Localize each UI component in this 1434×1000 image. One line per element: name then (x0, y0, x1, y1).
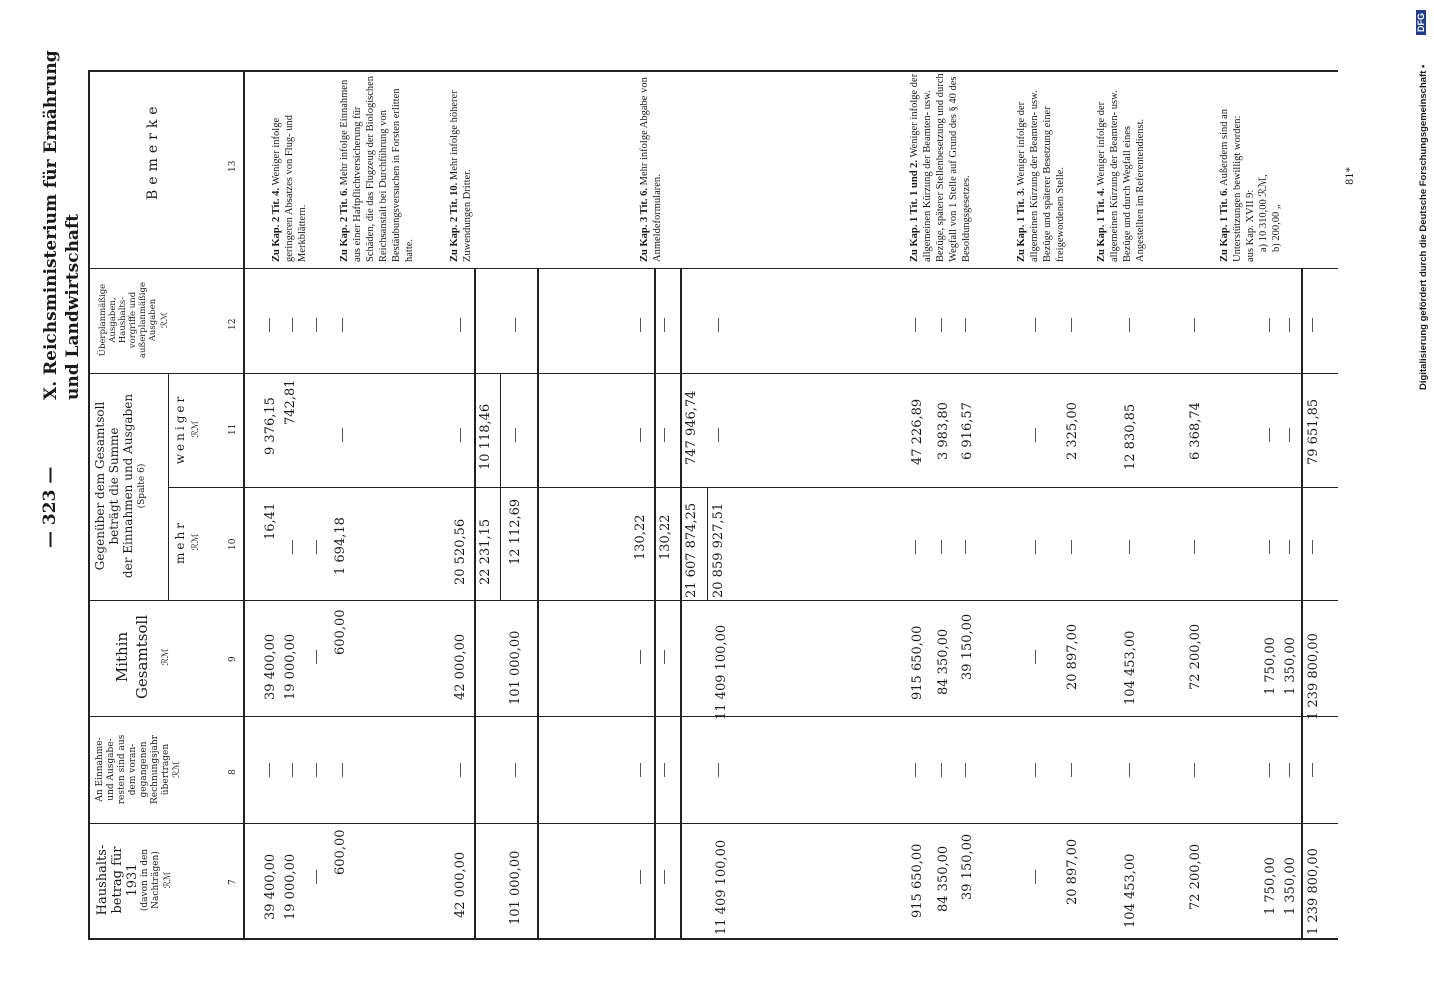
dash (1269, 540, 1270, 554)
dash (1269, 763, 1270, 777)
r13-c9: 84 350,00 (936, 628, 951, 695)
page-number: — 323 — (40, 466, 60, 548)
dash (965, 763, 966, 777)
remark-1: Zu Kap. 2 Tit. 4. Weniger infolge geringeren Absatzes von Flug- und Merkblättern. (271, 115, 308, 262)
r21-c11: 79 651,85 (1306, 398, 1321, 465)
col7-number: 7 (228, 879, 238, 885)
col10-header: mehr ℛℳ (173, 520, 201, 564)
r21-c7: 1 239 800,00 (1306, 848, 1321, 935)
r5-c9: 42 000,00 (453, 633, 468, 700)
dash (1035, 763, 1036, 777)
remark-4: Zu Kap. 3 Tit. 6. Mehr infolge Abgabe von Anmeldeformularen. (639, 77, 663, 262)
col-sep-8-9 (88, 716, 1338, 717)
r11-c10: 20 859 927,51 (711, 502, 726, 598)
r2-c7: 19 000,00 (283, 853, 298, 920)
dash (316, 650, 317, 664)
header-bottom-rule (243, 70, 245, 940)
dash (342, 428, 343, 442)
table-left-rule (88, 70, 90, 940)
dash (640, 428, 641, 442)
r13-c7: 84 350,00 (936, 845, 951, 912)
dash (515, 763, 516, 777)
dash (941, 540, 942, 554)
r1-c7: 39 400,00 (263, 853, 278, 920)
group-divider (168, 373, 169, 600)
col7-header: Haushalts- betrag für 1931 (davon in den Nachträgen) ℛℳ (95, 844, 173, 916)
col8-header: An Einnahme- und Ausgabe- resten sind aus dem voran- gegangenen Rechnungsjahr übertragen ℛℳ (95, 734, 182, 805)
footer-mark: 81* (1345, 167, 1356, 185)
r9-c10: 130,22 (658, 514, 673, 560)
r7-c7: 101 000,00 (508, 850, 523, 925)
dash (292, 318, 293, 332)
r14-c9: 39 150,00 (960, 613, 975, 680)
r1-c9: 39 400,00 (263, 633, 278, 700)
remark-8: Zu Kap. 1 Tit. 6. Außerdem sind an Unterstützungen bewilligt worden: aus Kap. XVII 9: a) 10 310,00 ℛℳ, b) 200,00 „ (1219, 108, 1282, 262)
r7-c10: 12 112,69 (508, 498, 523, 565)
r11-c7: 11 409 100,00 (714, 839, 729, 935)
dash (1289, 540, 1290, 554)
dash (664, 763, 665, 777)
r12-c7: 915 650,00 (910, 843, 925, 918)
dash (664, 318, 665, 332)
col12-number: 12 (228, 318, 238, 330)
dash (1194, 540, 1195, 554)
dash (718, 763, 719, 777)
r20-c9: 1 350,00 (1283, 637, 1298, 695)
dash (342, 763, 343, 777)
dash (664, 870, 665, 884)
dash (640, 870, 641, 884)
dash (460, 763, 461, 777)
block-sep-4 (654, 268, 656, 938)
r16-c9: 20 897,00 (1065, 623, 1080, 690)
col-sep-11-12 (88, 373, 1338, 374)
dash (640, 650, 641, 664)
r17-c9: 104 453,00 (1123, 630, 1138, 705)
dash (965, 540, 966, 554)
dash (640, 318, 641, 332)
dash (915, 763, 916, 777)
r20-c7: 1 350,00 (1283, 857, 1298, 915)
col11-number: 11 (228, 423, 238, 435)
dfg-logo: DFG (1416, 10, 1426, 35)
r17-c7: 104 453,00 (1123, 853, 1138, 928)
dash (515, 318, 516, 332)
digitization-credit: Digitalisierung gefördert durch die Deutsche Forschungsgemeinschaft • (1418, 64, 1429, 390)
r6-c11: 10 118,46 (478, 403, 493, 470)
dash (269, 763, 270, 777)
dash (1035, 540, 1036, 554)
dash (342, 318, 343, 332)
dash (1129, 318, 1130, 332)
dash (1035, 870, 1036, 884)
remark-5: Zu Kap. 1 Tit. 1 und 2. Weniger infolge der allgemeinen Kürzung der Beamten- usw. Bezüge, späterer Stellenbesetzung und durch Wegfall von 1 Stelle auf Grund des § 40 des Besoldungsgesetzes. (909, 73, 972, 262)
dash (1035, 428, 1036, 442)
col-sep-9-10 (88, 600, 1338, 601)
r16-c11: 2 325,00 (1065, 402, 1080, 460)
r7-c9: 101 000,00 (508, 630, 523, 705)
dash (664, 428, 665, 442)
dash (316, 540, 317, 554)
dash (1194, 763, 1195, 777)
r14-c11: 6 916,57 (960, 402, 975, 460)
dash (1071, 318, 1072, 332)
remark-6: Zu Kap. 1 Tit. 3. Weniger infolge der allgemeinen Kürzung der Beamten- usw. Bezüge und späterer Besetzung einer freigewordenen Stelle. (1016, 90, 1066, 262)
r1-c10: 16,41 (263, 502, 278, 540)
r21-c9: 1 239 800,00 (1306, 633, 1321, 720)
dash (915, 540, 916, 554)
col11-header: weniger ℛℳ (173, 393, 201, 465)
col9-number: 9 (228, 656, 238, 662)
r4-c10: 1 694,18 (333, 517, 348, 575)
block-sep-3 (537, 268, 539, 938)
r4-c9: 600,00 (333, 609, 348, 655)
block-sep-2 (500, 373, 501, 600)
dash (718, 428, 719, 442)
r19-c9: 1 750,00 (1263, 637, 1278, 695)
r10-c10: 21 607 874,25 (684, 502, 699, 598)
remark-2: Zu Kap. 2 Tit. 6. Mehr infolge Einnahmen aus einer Haftpflichtversicherung für Schäden, die das Flugzeug der Biologischen Reichsanstalt bei Durchführung von Bestäubungsversuchen in Forsten erlitten hatte. (339, 75, 415, 262)
r2-c11: 742,81 (283, 379, 298, 425)
r16-c7: 20 897,00 (1065, 838, 1080, 905)
dash (1312, 540, 1313, 554)
r14-c7: 39 150,00 (960, 833, 975, 900)
dash (941, 763, 942, 777)
dash (515, 428, 516, 442)
dash (460, 318, 461, 332)
ministry-title: X. Reichsministerium für Ernährung und Landwirtschaft (41, 50, 83, 400)
block-sep-1 (474, 268, 476, 938)
r12-c11: 47 226,89 (910, 398, 925, 465)
r17-c11: 12 830,85 (1123, 403, 1138, 470)
dash (1289, 428, 1290, 442)
dash (941, 318, 942, 332)
r18-c11: 6 368,74 (1188, 402, 1203, 460)
remark-7: Zu Kap. 1 Tit. 4. Weniger infolge der allgemeinen Kürzung der Beamten- usw. Bezüge und durch Wegfall eines Angestellten im Referentendienst. (1096, 90, 1146, 262)
r18-c7: 72 200,00 (1188, 843, 1203, 910)
r8-c10: 130,22 (633, 514, 648, 560)
group-header: Gegenüber dem Gesamtsoll beträgt die Summe der Einnahmen und Ausgaben (Spalte 6) (93, 393, 147, 579)
dash (316, 763, 317, 777)
block-sep-7 (1301, 268, 1303, 938)
dash (316, 870, 317, 884)
dash (1035, 318, 1036, 332)
block-sep-6 (707, 487, 708, 600)
r10-c11: 747 946,74 (684, 390, 699, 465)
dash (1289, 763, 1290, 777)
dash (1194, 318, 1195, 332)
dash (316, 318, 317, 332)
dash (664, 650, 665, 664)
dash (1035, 650, 1036, 664)
r6-c10: 22 231,15 (478, 518, 493, 585)
r1-c11: 9 376,15 (263, 397, 278, 455)
dash (1269, 318, 1270, 332)
col-sep-10-11 (168, 487, 1338, 488)
r5-c10: 20 520,56 (453, 518, 468, 585)
col8-number: 8 (228, 769, 238, 775)
dash (718, 318, 719, 332)
block-sep-5 (680, 268, 682, 938)
dash (1129, 763, 1130, 777)
dash (1071, 763, 1072, 777)
r18-c9: 72 200,00 (1188, 623, 1203, 690)
dash (292, 763, 293, 777)
dash (915, 318, 916, 332)
col-sep-12-13 (88, 268, 1338, 269)
col13-number: 13 (228, 160, 238, 172)
col-sep-7-8 (88, 823, 1338, 824)
r13-c11: 3 983,80 (936, 402, 951, 460)
dash (292, 540, 293, 554)
r11-c9: 11 409 100,00 (714, 624, 729, 720)
table-bottom-rule (88, 938, 1338, 940)
remark-3: Zu Kap. 2 Tit. 10. Mehr infolge höherer Zuwendungen Dritter. (449, 90, 473, 262)
dash (965, 318, 966, 332)
dash (640, 763, 641, 777)
r2-c9: 19 000,00 (283, 633, 298, 700)
r5-c7: 42 000,00 (453, 851, 468, 918)
dash (1071, 540, 1072, 554)
dash (1269, 428, 1270, 442)
dash (1289, 318, 1290, 332)
col12-header: Überplanmäßige Ausgaben, Haushalts- vorgriffe und außerplanmäßige Ausgaben ℛℳ (98, 282, 170, 359)
r12-c9: 915 650,00 (910, 625, 925, 700)
dash (269, 318, 270, 332)
col13-header: Bemerke (145, 101, 161, 200)
col10-number: 10 (228, 538, 238, 550)
r19-c7: 1 750,00 (1263, 857, 1278, 915)
r4-c7: 600,00 (333, 829, 348, 875)
dash (460, 428, 461, 442)
dash (1129, 540, 1130, 554)
dash (1312, 318, 1313, 332)
col9-header: Mithin Gesamtsoll ℛℳ (113, 614, 171, 700)
dash (1312, 763, 1313, 777)
